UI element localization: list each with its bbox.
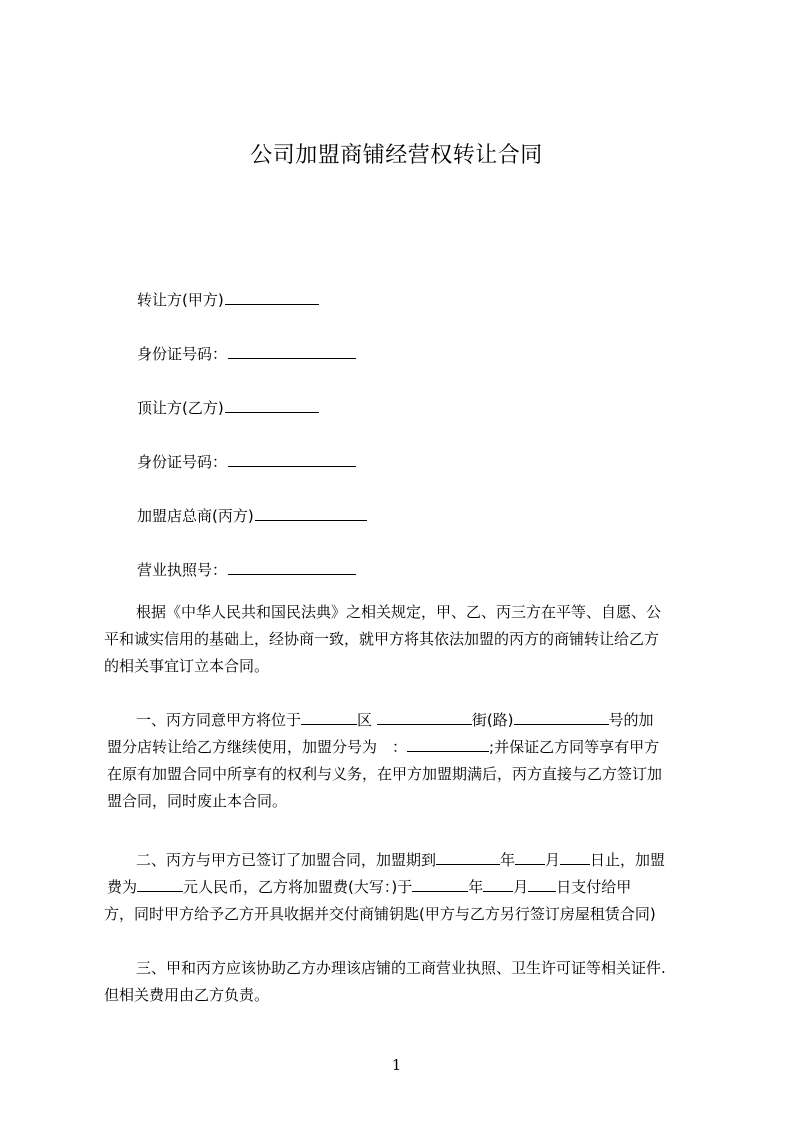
preamble-line: 平和诚实信用的基础上，经协商一致，就甲方将其依法加盟的丙方的商铺转让给乙方 (104, 630, 660, 648)
clause-text: 区 (357, 711, 373, 729)
clause-line: 盟合同，同时废止本合同。 (107, 792, 288, 810)
clause-line: 三、甲和丙方应该协助乙方办理该店铺的工商营业执照、卫生许可证等相关证件. (136, 959, 666, 977)
preamble-line: 根据《中华人民共和国民法典》之相关规定，甲、乙、丙三方在平等、自愿、公 (136, 603, 662, 621)
term-month-blank (515, 849, 545, 865)
license-field (137, 559, 356, 581)
transferee-label: 顶让方(乙方) (137, 399, 224, 417)
clause-line: 在原有加盟合同中所享有的权利与义务，在甲方加盟期满后，丙方直接与乙方签订加 (107, 765, 663, 783)
clause-text: 费为 (107, 878, 138, 896)
clause-line: 但相关费用由乙方负责。 (104, 986, 270, 1004)
transferor-id-field (137, 343, 356, 365)
fee-amount-blank (137, 876, 183, 892)
license-blank (228, 559, 356, 575)
term-day-blank (560, 849, 590, 865)
page-number: 1 (391, 1056, 402, 1074)
transferor-blank (225, 289, 319, 305)
clause-text: 盟分店转让给乙方继续使用，加盟分号为 ： (107, 738, 408, 756)
clause-text: ;并保证乙方同等享有甲方 (489, 738, 660, 756)
clause-text: 元人民币，乙方将加盟费(大写：)于 (183, 878, 413, 896)
preamble-paragraph (104, 599, 700, 680)
clause-line (104, 707, 700, 734)
clause-text: 二、丙方与甲方已签订了加盟合同，加盟期到 (136, 851, 437, 869)
clause-text: 月 (513, 878, 529, 896)
clause-3-paragraph (104, 955, 700, 1009)
street-blank (377, 709, 472, 725)
transferor-label: 转让方(甲方) (137, 291, 224, 309)
clause-text: 年 (500, 851, 516, 869)
transferee-field (137, 397, 319, 419)
transferee-id-blank (228, 451, 356, 467)
clause-1-paragraph (104, 707, 700, 815)
preamble-line: 的相关事宜订立本合同。 (104, 657, 270, 675)
clause-2-paragraph (104, 847, 700, 928)
transferor-id-blank (228, 343, 356, 359)
pay-month-blank (483, 876, 513, 892)
pay-year-blank (412, 876, 468, 892)
transferor-id-label: 身份证号码： (137, 345, 228, 363)
transferee-id-label: 身份证号码： (137, 453, 228, 471)
pay-day-blank (528, 876, 556, 892)
clause-text: 日止，加盟 (590, 851, 666, 869)
clause-text: 日支付给甲 (556, 878, 632, 896)
clause-text: 街(路) (471, 711, 514, 729)
franchisor-label: 加盟店总商(丙方) (137, 507, 254, 525)
franchisor-blank (255, 505, 367, 521)
clause-text: 年 (468, 878, 484, 896)
transferee-blank (225, 397, 319, 413)
clause-line: 方，同时甲方给予乙方开具收据并交付商铺钥匙(甲方与乙方另行签订房屋租赁合同) (104, 905, 656, 923)
franchise-number-blank (407, 736, 489, 752)
number-blank (514, 709, 609, 725)
clause-line (104, 874, 700, 901)
transferor-field (137, 289, 319, 311)
license-label: 营业执照号： (137, 561, 228, 579)
clause-text: 号的加 (608, 711, 654, 729)
clause-line (104, 734, 700, 761)
clause-text: 月 (545, 851, 561, 869)
term-year-blank (436, 849, 500, 865)
transferee-id-field (137, 451, 356, 473)
document-title: 公司加盟商铺经营权转让合同 (250, 143, 543, 168)
clause-text: 一、丙方同意甲方将位于 (136, 711, 302, 729)
clause-line (104, 847, 700, 874)
franchisor-field (137, 505, 367, 527)
district-blank (301, 709, 357, 725)
